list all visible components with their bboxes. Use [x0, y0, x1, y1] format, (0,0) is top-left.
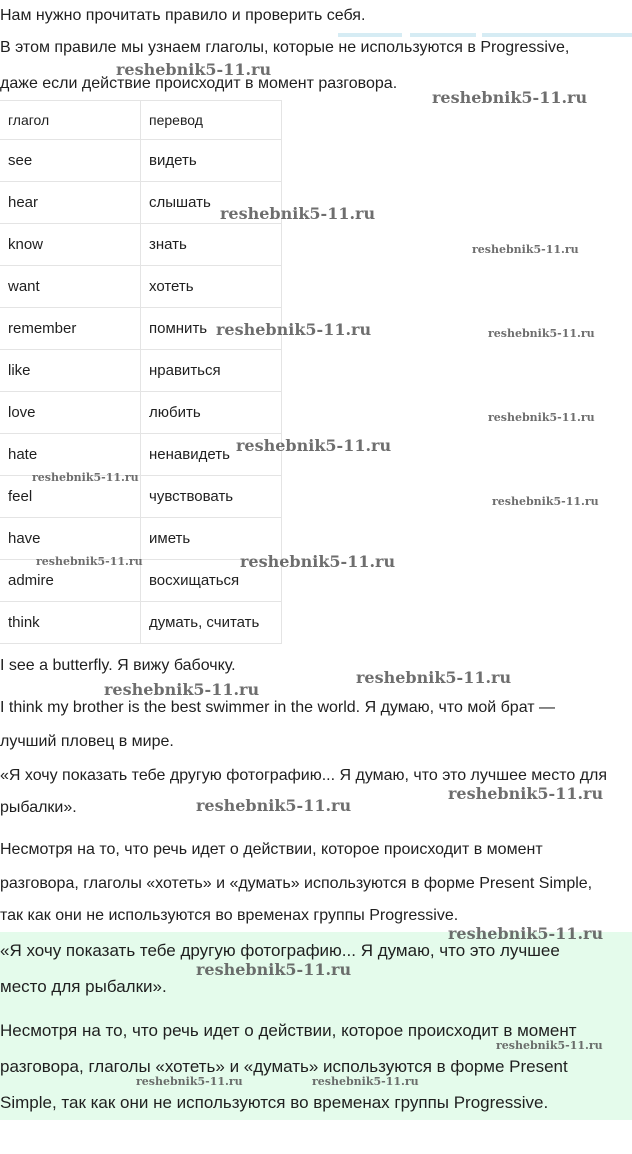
translation-cell: любить [141, 392, 282, 434]
table-row [0, 602, 282, 644]
translation-cell: видеть [141, 140, 282, 182]
verb-cell: feel [0, 476, 141, 518]
watermark: reshebnik5-11.ru [496, 1039, 603, 1052]
watermark: reshebnik5-11.ru [196, 796, 352, 815]
quote-line: рыбалки». [0, 799, 77, 816]
watermark: reshebnik5-11.ru [472, 243, 579, 256]
top-strip [338, 33, 402, 37]
watermark: reshebnik5-11.ru [196, 960, 352, 979]
header-translation: перевод [141, 101, 282, 140]
translation-cell: хотеть [141, 266, 282, 308]
watermark: reshebnik5-11.ru [104, 680, 260, 699]
table-row [0, 392, 282, 434]
watermark: reshebnik5-11.ru [448, 784, 604, 803]
verb-cell: know [0, 224, 141, 266]
table-row [0, 266, 282, 308]
verb-cell: admire [0, 560, 141, 602]
translation-cell: чувствовать [141, 476, 282, 518]
top-strip [410, 33, 476, 37]
translation-cell: слышать [141, 182, 282, 224]
watermark: reshebnik5-11.ru [36, 555, 143, 568]
watermark: reshebnik5-11.ru [216, 320, 372, 339]
translation-cell: восхищаться [141, 560, 282, 602]
verb-cell: have [0, 518, 141, 560]
table-row [0, 140, 282, 182]
verb-cell: hate [0, 434, 141, 476]
explanation-line: так как они не используются во временах группы Progressive. [0, 907, 459, 924]
verb-cell: love [0, 392, 141, 434]
header-verb: глагол [0, 101, 141, 140]
table-header-row [0, 101, 282, 140]
watermark: reshebnik5-11.ru [312, 1075, 419, 1088]
watermark: reshebnik5-11.ru [356, 668, 512, 687]
top-strip [482, 33, 632, 37]
intro-line: даже если действие происходит в момент разговора. [0, 75, 398, 92]
verb-cell: see [0, 140, 141, 182]
watermark: reshebnik5-11.ru [488, 327, 595, 340]
translation-cell: помнить [141, 308, 282, 350]
translation-cell: ненавидеть [141, 434, 282, 476]
watermark: reshebnik5-11.ru [32, 471, 139, 484]
answer-line: Несмотря на то, что речь идет о действии, которое происходит в момент [0, 1021, 577, 1040]
quote-line: «Я хочу показать тебе другую фотографию... Я думаю, что это лучшее место для [0, 767, 608, 784]
answer-line: Simple, так как они не используются во временах группы Progressive. [0, 1093, 549, 1112]
answer-line: место для рыбалки». [0, 977, 167, 996]
watermark: reshebnik5-11.ru [492, 495, 599, 508]
verb-cell: remember [0, 308, 141, 350]
verb-cell: hear [0, 182, 141, 224]
verb-cell: think [0, 602, 141, 644]
translation-cell: иметь [141, 518, 282, 560]
watermark: reshebnik5-11.ru [432, 88, 588, 107]
intro-line: Нам нужно прочитать правило и проверить себя. [0, 7, 366, 24]
table-row [0, 350, 282, 392]
translation-cell: нравиться [141, 350, 282, 392]
example-line: I see a butterfly. Я вижу бабочку. [0, 657, 236, 674]
watermark: reshebnik5-11.ru [136, 1075, 243, 1088]
answer-line: разговора, глаголы «хотеть» и «думать» используются в форме Present [0, 1057, 568, 1076]
translation-cell: думать, считать [141, 602, 282, 644]
verb-cell: like [0, 350, 141, 392]
explanation-line: Несмотря на то, что речь идет о действии, которое происходит в момент [0, 841, 543, 858]
answer-line: «Я хочу показать тебе другую фотографию... Я думаю, что это лучшее [0, 941, 560, 960]
verb-cell: want [0, 266, 141, 308]
watermark: reshebnik5-11.ru [488, 411, 595, 424]
table-row [0, 224, 282, 266]
watermark: reshebnik5-11.ru [116, 60, 272, 79]
explanation-line: разговора, глаголы «хотеть» и «думать» используются в форме Present Simple, [0, 875, 593, 892]
watermark: reshebnik5-11.ru [220, 204, 376, 223]
watermark: reshebnik5-11.ru [236, 436, 392, 455]
translation-cell: знать [141, 224, 282, 266]
watermark: reshebnik5-11.ru [240, 552, 396, 571]
watermark: reshebnik5-11.ru [448, 924, 604, 943]
intro-line: В этом правиле мы узнаем глаголы, которые не используются в Progressive, [0, 39, 570, 56]
example-line: лучший пловец в мире. [0, 733, 174, 750]
example-line: I think my brother is the best swimmer in the world. Я думаю, что мой брат — [0, 699, 556, 716]
